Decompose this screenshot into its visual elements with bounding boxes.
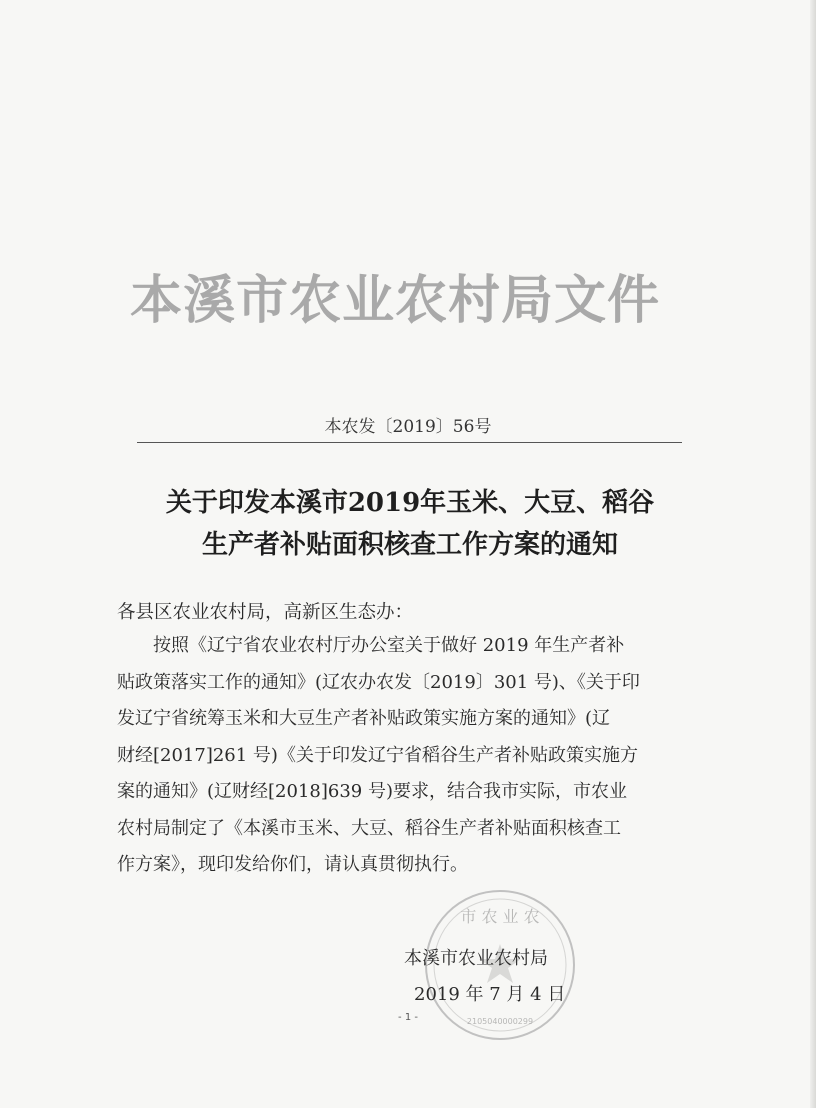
notice-title-line-2: 生产者补贴面积核查工作方案的通知 [201,530,618,560]
svg-text:市 农 业 农: 市 农 业 农 [460,907,540,926]
body-line: 农村局制定了《本溪市玉米、大豆、稻谷生产者补贴面积核查工 [117,817,621,839]
document-header-title: 本溪市农业农村局文件 [130,271,661,331]
body-line: 作方案》，现印发给你们，请认真贯彻执行。 [117,854,468,875]
body-line: 发辽宁省统筹玉米和大豆生产者补贴政策实施方案的通知》(辽 [117,708,611,729]
body-line: 案的通知》(辽财经[2018]639 号)要求，结合我市实际，市农业 [117,781,627,802]
scan-edge [810,0,816,1108]
svg-text:2105040000299: 2105040000299 [466,1017,534,1026]
body-line: 财经[2017]261 号)《关于印发辽宁省稻谷生产者补贴政策实施方 [117,744,638,766]
signing-date: 2019 年 7 月 4 日 [414,984,566,1005]
notice-title-line-1: 关于印发本溪市2019年玉米、大豆、稻谷 [165,488,655,518]
signing-organization: 本溪市农业农村局 [404,948,548,969]
header-divider [137,442,682,443]
body-line: 贴政策落实工作的通知》(辽农办农发〔2019〕301 号)、《关于印 [117,671,640,693]
notice-title [110,482,710,566]
salutation: 各县区农业农村局，高新区生态办： [117,602,414,623]
page-number: - 1 - [398,1012,418,1023]
body-paragraph [117,628,707,884]
document-number: 本农发〔2019〕56号 [324,417,492,437]
body-line: 按照《辽宁省农业农村厅办公室关于做好 2019 年生产者补 [153,635,625,656]
